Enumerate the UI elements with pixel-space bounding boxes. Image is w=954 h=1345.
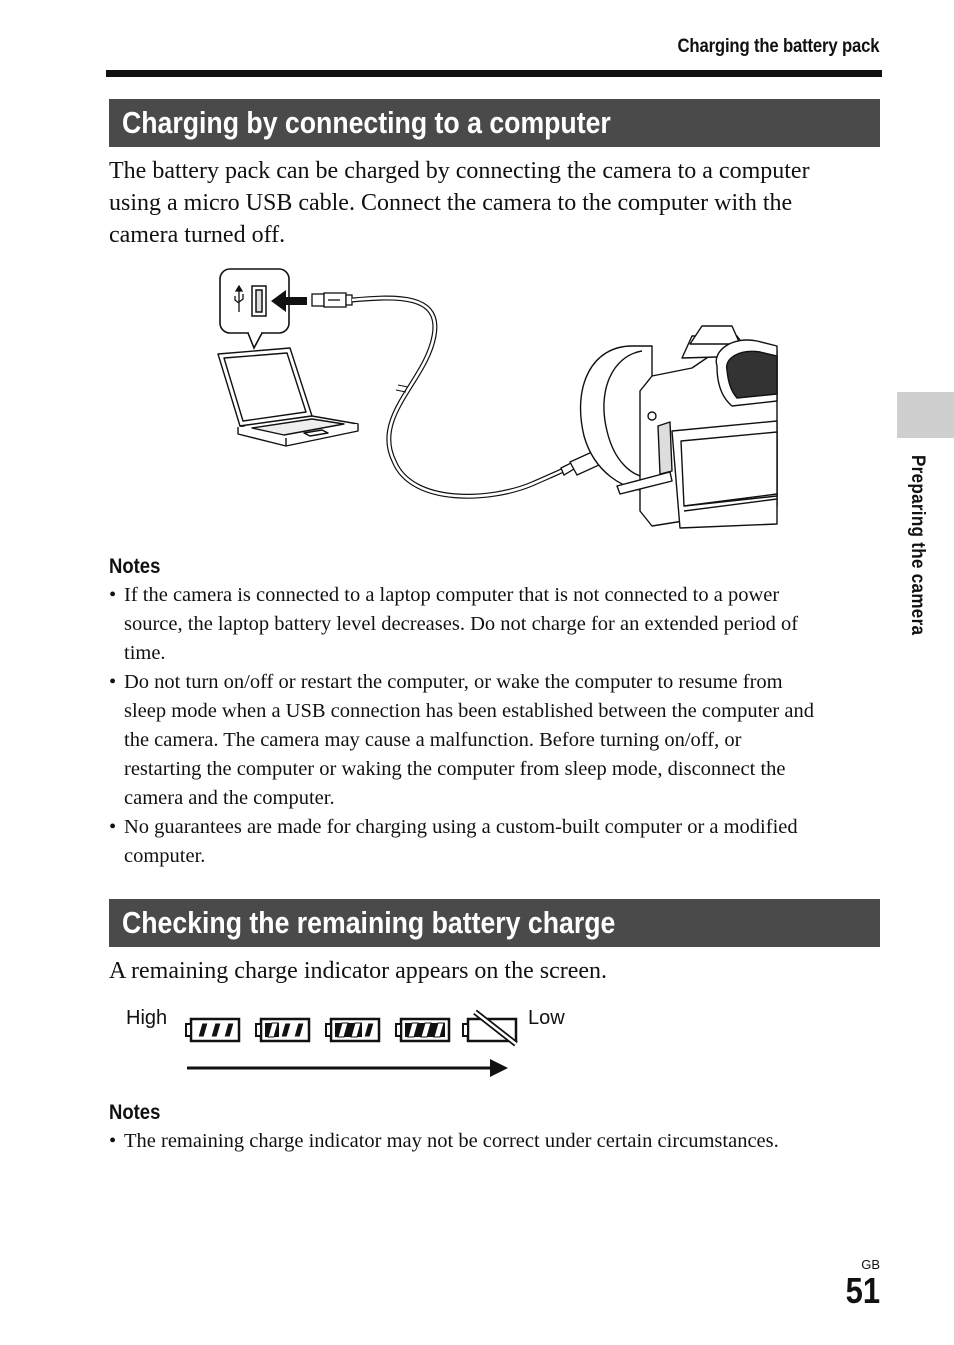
note-line: time. bbox=[124, 642, 166, 664]
region-code: GB bbox=[861, 1257, 880, 1272]
chapter-tab-marker bbox=[897, 392, 954, 438]
note-line: • No guarantees are made for charging using a custom-built computer or a modified bbox=[124, 816, 798, 838]
section-heading-battery-charge: Checking the remaining battery charge bbox=[109, 899, 880, 947]
running-header: Charging the battery pack bbox=[677, 36, 879, 57]
note-line: camera and the computer. bbox=[124, 787, 335, 809]
usb-connection-illustration bbox=[212, 266, 782, 530]
note-line: • The remaining charge indicator may not be correct under certain circumstances. bbox=[124, 1130, 779, 1152]
low-label: Low bbox=[528, 1007, 565, 1029]
note-item bbox=[109, 813, 879, 871]
chapter-tab-label: Preparing the camera bbox=[907, 455, 928, 636]
note-line: computer. bbox=[124, 845, 206, 867]
notes-heading: Notes bbox=[109, 555, 161, 578]
battery-intro: A remaining charge indicator appears on the screen. bbox=[109, 958, 608, 984]
intro-line: The battery pack can be charged by connecting the camera to a computer bbox=[109, 158, 810, 184]
note-line: the camera. The camera may cause a malfunction. Before turning on/off, or bbox=[124, 729, 742, 751]
intro-paragraph bbox=[109, 155, 879, 251]
decreasing-charge-arrow bbox=[187, 1059, 508, 1077]
battery-level-icon bbox=[326, 1019, 379, 1041]
notes-list bbox=[109, 581, 879, 871]
note-line: source, the laptop battery level decreases. Do not charge for an extended period of bbox=[124, 613, 799, 635]
note-line: • Do not turn on/off or restart the computer, or wake the computer to resume from bbox=[124, 671, 783, 693]
usb-cable bbox=[352, 298, 572, 496]
note-item bbox=[109, 1127, 879, 1156]
note-item bbox=[109, 668, 879, 813]
battery-level-icon bbox=[256, 1019, 309, 1041]
header-rule bbox=[106, 70, 882, 77]
battery-level-icon bbox=[186, 1019, 239, 1041]
section-heading-charging-computer: Charging by connecting to a computer bbox=[109, 99, 880, 147]
note-line: sleep mode when a USB connection has been established between the computer and bbox=[124, 700, 814, 722]
usb-plug-icon bbox=[312, 293, 352, 307]
notes-heading: Notes bbox=[109, 1101, 161, 1124]
battery-empty-icon bbox=[463, 1012, 516, 1044]
usb-port-icon bbox=[252, 286, 266, 316]
laptop-illustration bbox=[218, 348, 358, 446]
note-line: restarting the computer or waking the computer from sleep mode, disconnect the bbox=[124, 758, 786, 780]
battery-indicator-row bbox=[180, 1008, 525, 1080]
intro-line: camera turned off. bbox=[109, 222, 286, 248]
page-number: 51 bbox=[845, 1270, 880, 1311]
high-label: High bbox=[126, 1007, 168, 1029]
intro-line: using a micro USB cable. Connect the camera to the computer with the bbox=[109, 190, 793, 216]
note-item bbox=[109, 581, 879, 668]
battery-level-icon bbox=[396, 1019, 449, 1041]
camera-illustration bbox=[581, 326, 777, 528]
note-line: • If the camera is connected to a laptop computer that is not connected to a power bbox=[124, 584, 780, 606]
notes-list bbox=[109, 1127, 879, 1156]
